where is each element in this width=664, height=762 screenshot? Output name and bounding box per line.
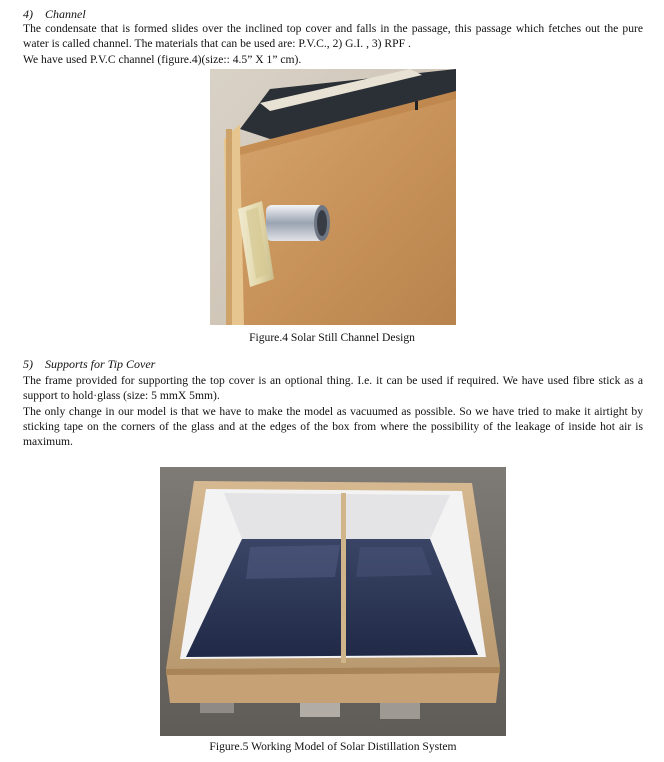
section-4-number: 4) (23, 7, 33, 21)
section-4-title: Channel (45, 7, 86, 21)
section-5-paragraph-1: The frame provided for supporting the top cover is an optional thing. I.e. it can be used if required. We have used fibre stick as a support to hold·glass (size: 5 mmX 5mm). (23, 374, 643, 402)
figure-5-caption: Figure.5 Working Model of Solar Distillation System (209, 740, 457, 753)
section-4-heading (23, 7, 86, 21)
section-5-title: Supports for Tip Cover (45, 357, 156, 371)
section-5-paragraph-2: The only change in our model is that we have to make the model as vacuumed as possible. So we have tried to make it airtight by sticking tape on the corners of the glass and at the edges of the box from where the possibility of the leakage of inside hot air is maximum. (23, 405, 643, 448)
figure-5-photo (160, 467, 506, 736)
figure-4-photo (210, 69, 456, 325)
section-5-heading (23, 357, 155, 371)
section-5-number: 5) (23, 357, 33, 371)
section-4-paragraph-2: We have used P.V.C channel (figure.4)(size:: 4.5” X 1” cm). (23, 53, 302, 66)
section-4-paragraph-1: The condensate that is formed slides over the inclined top cover and falls in the passage, this passage which fetches out the pure water is called channel. The materials that can be used are: P.V.C., 2) G.I. , 3) RPF . (23, 22, 643, 50)
figure-4-caption: Figure.4 Solar Still Channel Design (249, 331, 415, 344)
